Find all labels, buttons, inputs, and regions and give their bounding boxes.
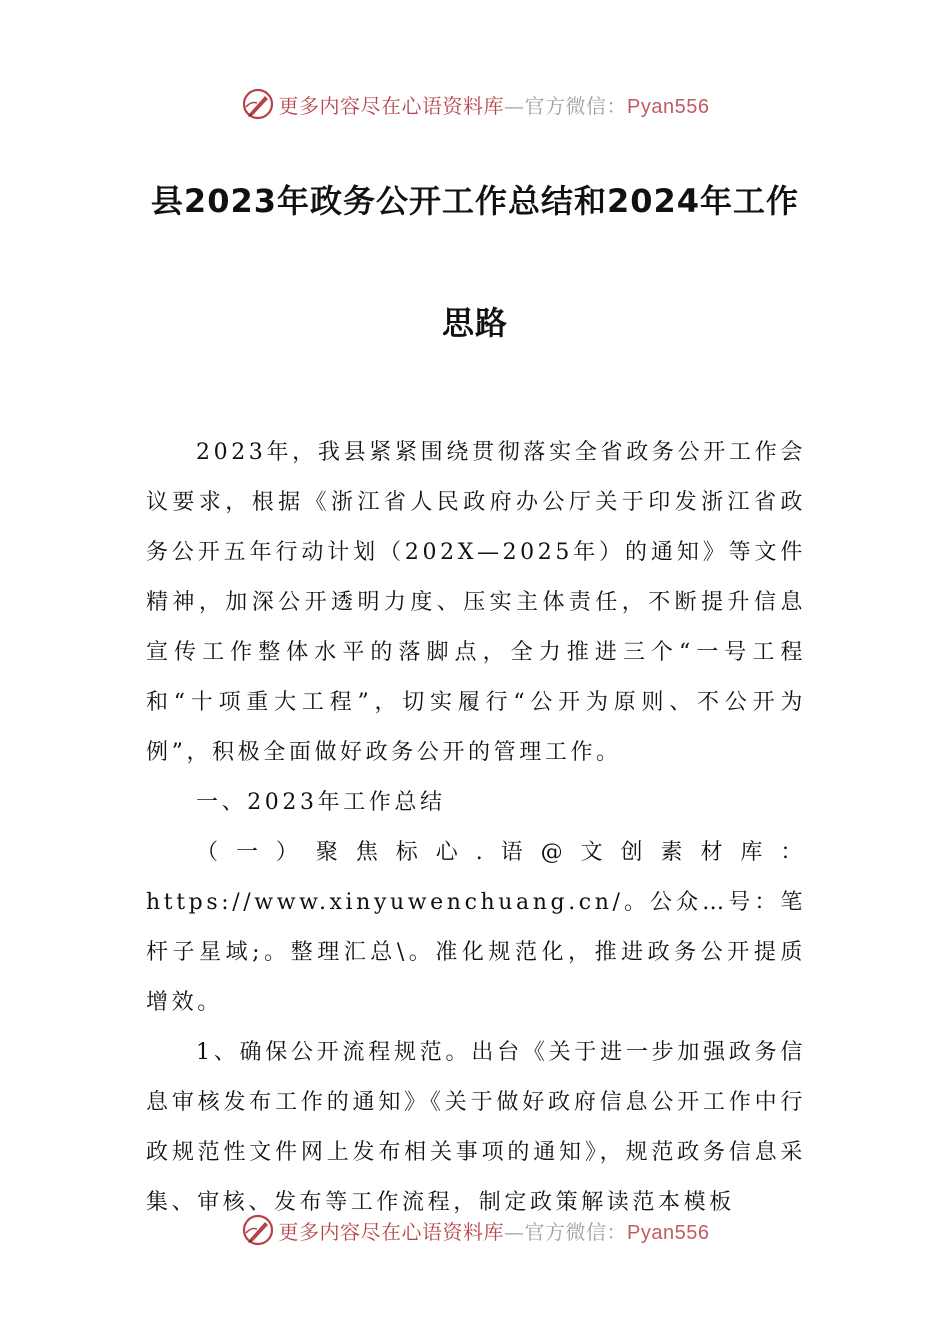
watermark-banner-top [0, 84, 950, 124]
document-title-line1: 县2023年政务公开工作总结和2024年工作 [150, 182, 800, 220]
watermark-middle: 官方微信： [524, 1219, 628, 1244]
subsection-heading: （一）聚焦标心.语@文创素材库：https://www.xinyuwenchuang.cn/。公众…号：笔杆子星域;。整理汇总\。准化规范化，推进政务公开提质增效。 [146, 840, 806, 1015]
watermark-text [279, 90, 710, 119]
paragraph-intro: 2023年，我县紧紧围绕贯彻落实全省政务公开工作会议要求，根据《浙江省人民政府办公厅关于印发浙江省政务公开五年行动计划（202X—2025年）的通知》等文件精神，加深公开透明力度、压实主体责任，不断提升信息宣传工作整体水平的落脚点，全力推进三个“一号工程和“十项重大工程”，切实履行“公开为原则、不公开为例”，积极全面做好政务公开的管理工作。 [146, 440, 806, 765]
watermark-text [279, 1216, 710, 1245]
watermark-dash: — [504, 93, 525, 118]
watermark-banner-bottom [0, 1210, 950, 1250]
watermark-middle: 官方微信： [524, 93, 628, 118]
paragraph-item-1: 1、确保公开流程规范。出台《关于进一步加强政务信息审核发布工作的通知》《关于做好政府信息公开工作中行政规范性文件网上发布相关事项的通知》，规范政务信息采集、审核、发布等工作流程，制定政策解读范本模板 [146, 1040, 806, 1215]
watermark-id: Pyan556 [627, 95, 710, 118]
watermark-prefix: 更多内容尽在心语资料库 [278, 1219, 505, 1244]
document-body [146, 428, 806, 1228]
watermark-prefix: 更多内容尽在心语资料库 [278, 93, 505, 118]
pen-logo-icon [241, 87, 275, 121]
watermark-dash: — [504, 1219, 525, 1244]
document-title-line2: 思路 [441, 304, 508, 342]
watermark-id: Pyan556 [627, 1221, 710, 1244]
pen-logo-icon [241, 1213, 275, 1247]
section-heading: 一、2023年工作总结 [196, 790, 446, 815]
